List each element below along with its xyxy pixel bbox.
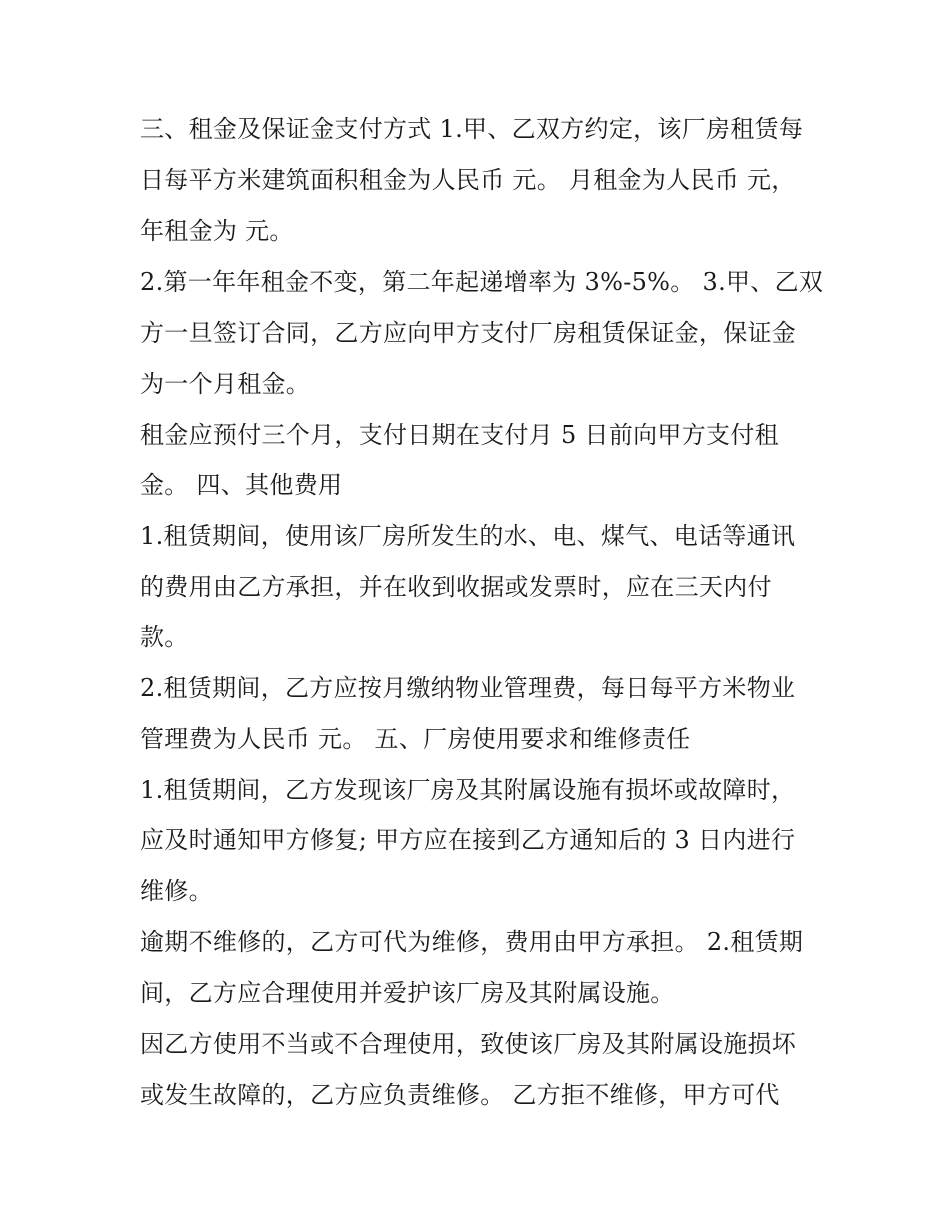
text-line: 或发生故障的，乙方应负责维修。 乙方拒不维修，甲方可代 bbox=[140, 1081, 780, 1109]
text-line: 的费用由乙方承担，并在收到收据或发票时，应在三天内付 bbox=[140, 573, 772, 601]
text-line: 金。 四、其他费用 bbox=[140, 471, 343, 499]
text-line: 三、租金及保证金支付方式 1.甲、乙双方约定，该厂房租赁每 bbox=[140, 115, 804, 143]
text-line: 方一旦签订合同，乙方应向甲方支付厂房租赁保证金，保证金 bbox=[140, 319, 797, 347]
text-line: 间，乙方应合理使用并爱护该厂房及其附属设施。 bbox=[140, 979, 675, 1007]
text-line: 1.租赁期间，使用该厂房所发生的水、电、煤气、电话等通讯 bbox=[140, 522, 796, 550]
text-line: 逾期不维修的，乙方可代为维修，费用由甲方承担。 2.租赁期 bbox=[140, 928, 804, 956]
text-line: 1.租赁期间，乙方发现该厂房及其附属设施有损坏或故障时， bbox=[140, 776, 796, 804]
text-line: 2.第一年年租金不变，第二年起递增率为 3%-5%。 3.甲、乙双 bbox=[140, 268, 824, 296]
text-line: 日每平方米建筑面积租金为人民币 元。 月租金为人民币 元， bbox=[140, 166, 796, 194]
text-line: 应及时通知甲方修复; 甲方应在接到乙方通知后的 3 日内进行 bbox=[140, 826, 796, 854]
text-line: 年租金为 元。 bbox=[140, 217, 294, 245]
text-line: 2.租赁期间，乙方应按月缴纳物业管理费，每日每平方米物业 bbox=[140, 674, 796, 702]
text-line: 款。 bbox=[140, 623, 189, 651]
text-line: 租金应预付三个月，支付日期在支付月 5 日前向甲方支付租 bbox=[140, 421, 779, 449]
text-line: 管理费为人民币 元。 五、厂房使用要求和维修责任 bbox=[140, 725, 691, 753]
text-line: 维修。 bbox=[140, 877, 213, 905]
text-line: 为一个月租金。 bbox=[140, 370, 311, 398]
text-line: 因乙方使用不当或不合理使用，致使该厂房及其附属设施损坏 bbox=[140, 1030, 797, 1058]
